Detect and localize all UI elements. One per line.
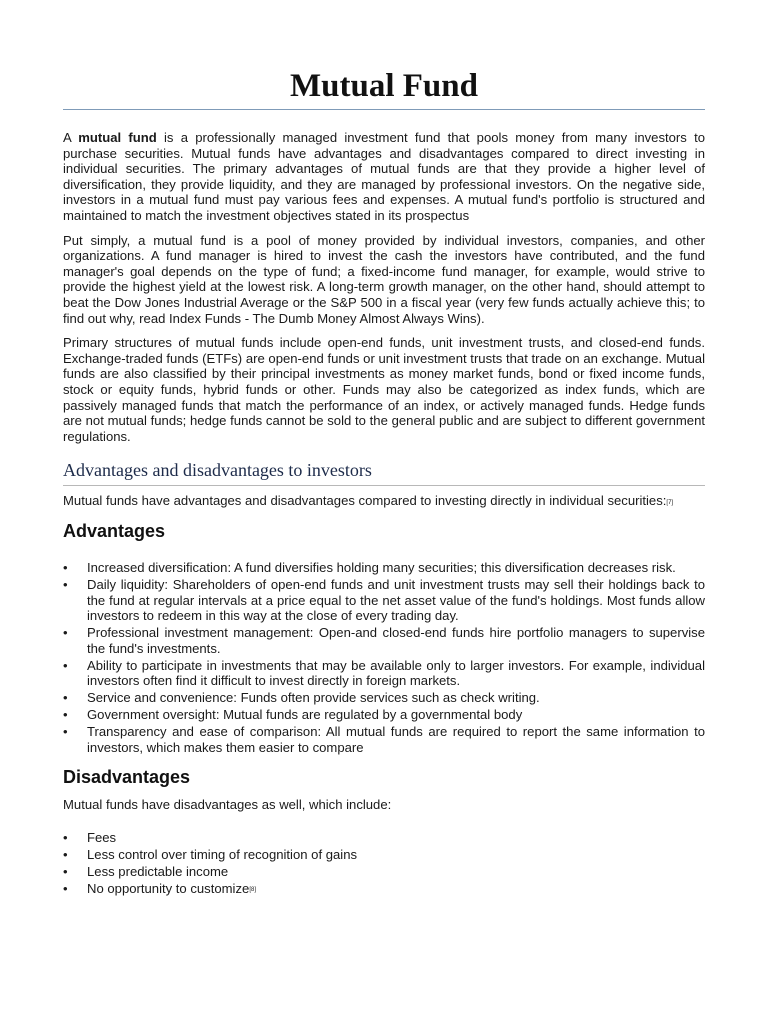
list-item-text: Less control over timing of recognition of gains	[87, 847, 358, 863]
bullet-icon: •	[63, 707, 68, 723]
citation-ref[interactable]: [7]	[666, 500, 674, 507]
page-title: Mutual Fund	[290, 68, 478, 104]
list-item-text: Fees	[87, 830, 117, 846]
bullet-icon: •	[63, 847, 68, 863]
list-item	[63, 864, 705, 880]
bullet-icon: •	[63, 657, 68, 673]
list-item-text: Ability to participate in investments that may be available only to larger investors. For example, individual investors often find it difficult to invest directly in foreign markets.	[87, 657, 705, 689]
list-item-text: Transparency and ease of comparison: All mutual funds are required to report the same information to investors, which makes them easier to compare	[87, 724, 705, 755]
section-divider	[63, 485, 705, 486]
list-item-text: Daily liquidity: Shareholders of open-end funds and unit investment trusts may sell their holdings back to the fund at regular intervals at a price equal to the net asset value of the fund's holdings. Most funds allow investors to redeem in this way at the close of every trading day.	[87, 577, 705, 624]
intro-bold-term: mutual fund	[78, 130, 157, 145]
bullet-icon: •	[63, 625, 68, 641]
bullet-icon: •	[63, 724, 68, 739]
list-item-text: No opportunity to customize	[87, 880, 250, 896]
list-item	[63, 847, 705, 863]
section-intro	[63, 493, 705, 509]
list-item	[63, 724, 705, 755]
section-heading: Advantages and disadvantages to investors	[63, 460, 372, 481]
bullet-icon: •	[63, 560, 68, 576]
bullet-icon: •	[63, 577, 68, 593]
list-item	[63, 690, 705, 706]
list-item-text: Government oversight: Mutual funds are regulated by a governmental body	[87, 707, 523, 723]
bullet-icon: •	[63, 690, 68, 706]
disadvantages-heading: Disadvantages	[63, 767, 191, 788]
intro-lead: A	[63, 130, 79, 145]
bullet-icon: •	[63, 880, 68, 896]
intro-rest: is a professionally managed investment fund that pools money from many investors to purchase securities. Mutual funds have advantages and disadvantages compared to direct investing in individual securities. The primary advantages of mutual funds are that they provide a higher level of diversification, they provide liquidity, and they are managed by professional investors. On the negative side, investors in a mutual fund must pay various fees and expenses. A mutual fund's portfolio is structured and maintained to match the investment objectives stated in its prospectus	[63, 130, 705, 223]
bullet-icon: •	[63, 830, 68, 846]
list-item-text: Less predictable income	[87, 863, 229, 879]
bullet-icon: •	[63, 863, 68, 879]
list-item	[63, 707, 705, 723]
section-intro-text: Mutual funds have advantages and disadvantages compared to investing directly in individual securities:	[63, 493, 667, 509]
list-item	[63, 577, 705, 624]
list-item	[63, 881, 705, 897]
advantages-list	[63, 560, 705, 755]
list-item	[63, 830, 705, 846]
intro-paragraph	[63, 130, 705, 224]
title-divider	[63, 109, 705, 110]
citation-ref[interactable]: [8]	[249, 886, 256, 893]
disadvantages-list	[63, 830, 705, 896]
list-item-text: Professional investment management: Open-and closed-end funds hire portfolio managers to supervise the fund's investments.	[87, 625, 705, 656]
list-item	[63, 625, 705, 656]
disadvantages-intro: Mutual funds have disadvantages as well, which include:	[63, 797, 392, 813]
list-item-text: Service and convenience: Funds often provide services such as check writing.	[87, 690, 540, 706]
list-item	[63, 560, 705, 576]
paragraph-3: Primary structures of mutual funds include open-end funds, unit investment trusts, and closed-end funds. Exchange-traded funds (ETFs) are open-end funds or unit investment trusts that trade on an exchange. Mutual funds are also classified by their principal investments as money market funds, bond or fixed income funds, stock or equity funds, hybrid funds or other. Funds may also be categorized as index funds, which are passively managed funds that match the performance of an index, or actively managed funds. Hedge funds are not mutual funds; hedge funds cannot be sold to the general public and are subject to different government regulations.	[63, 335, 705, 444]
list-item-text: Increased diversification: A fund diversifies holding many securities; this diversification decreases risk.	[87, 560, 676, 576]
paragraph-2: Put simply, a mutual fund is a pool of money provided by individual investors, companies, and other organizations. A fund manager is hired to invest the cash the investors have contributed, and the fund manager's goal depends on the type of fund; a fixed-income fund manager, for example, would strive to provide the highest yield at the lowest risk. A long-term growth manager, on the other hand, should attempt to beat the Dow Jones Industrial Average or the S&P 500 in a fiscal year (very few funds actually achieve this; to find out why, read Index Funds - The Dumb Money Almost Always Wins).	[63, 232, 705, 326]
advantages-heading: Advantages	[63, 521, 166, 542]
list-item	[63, 658, 705, 689]
